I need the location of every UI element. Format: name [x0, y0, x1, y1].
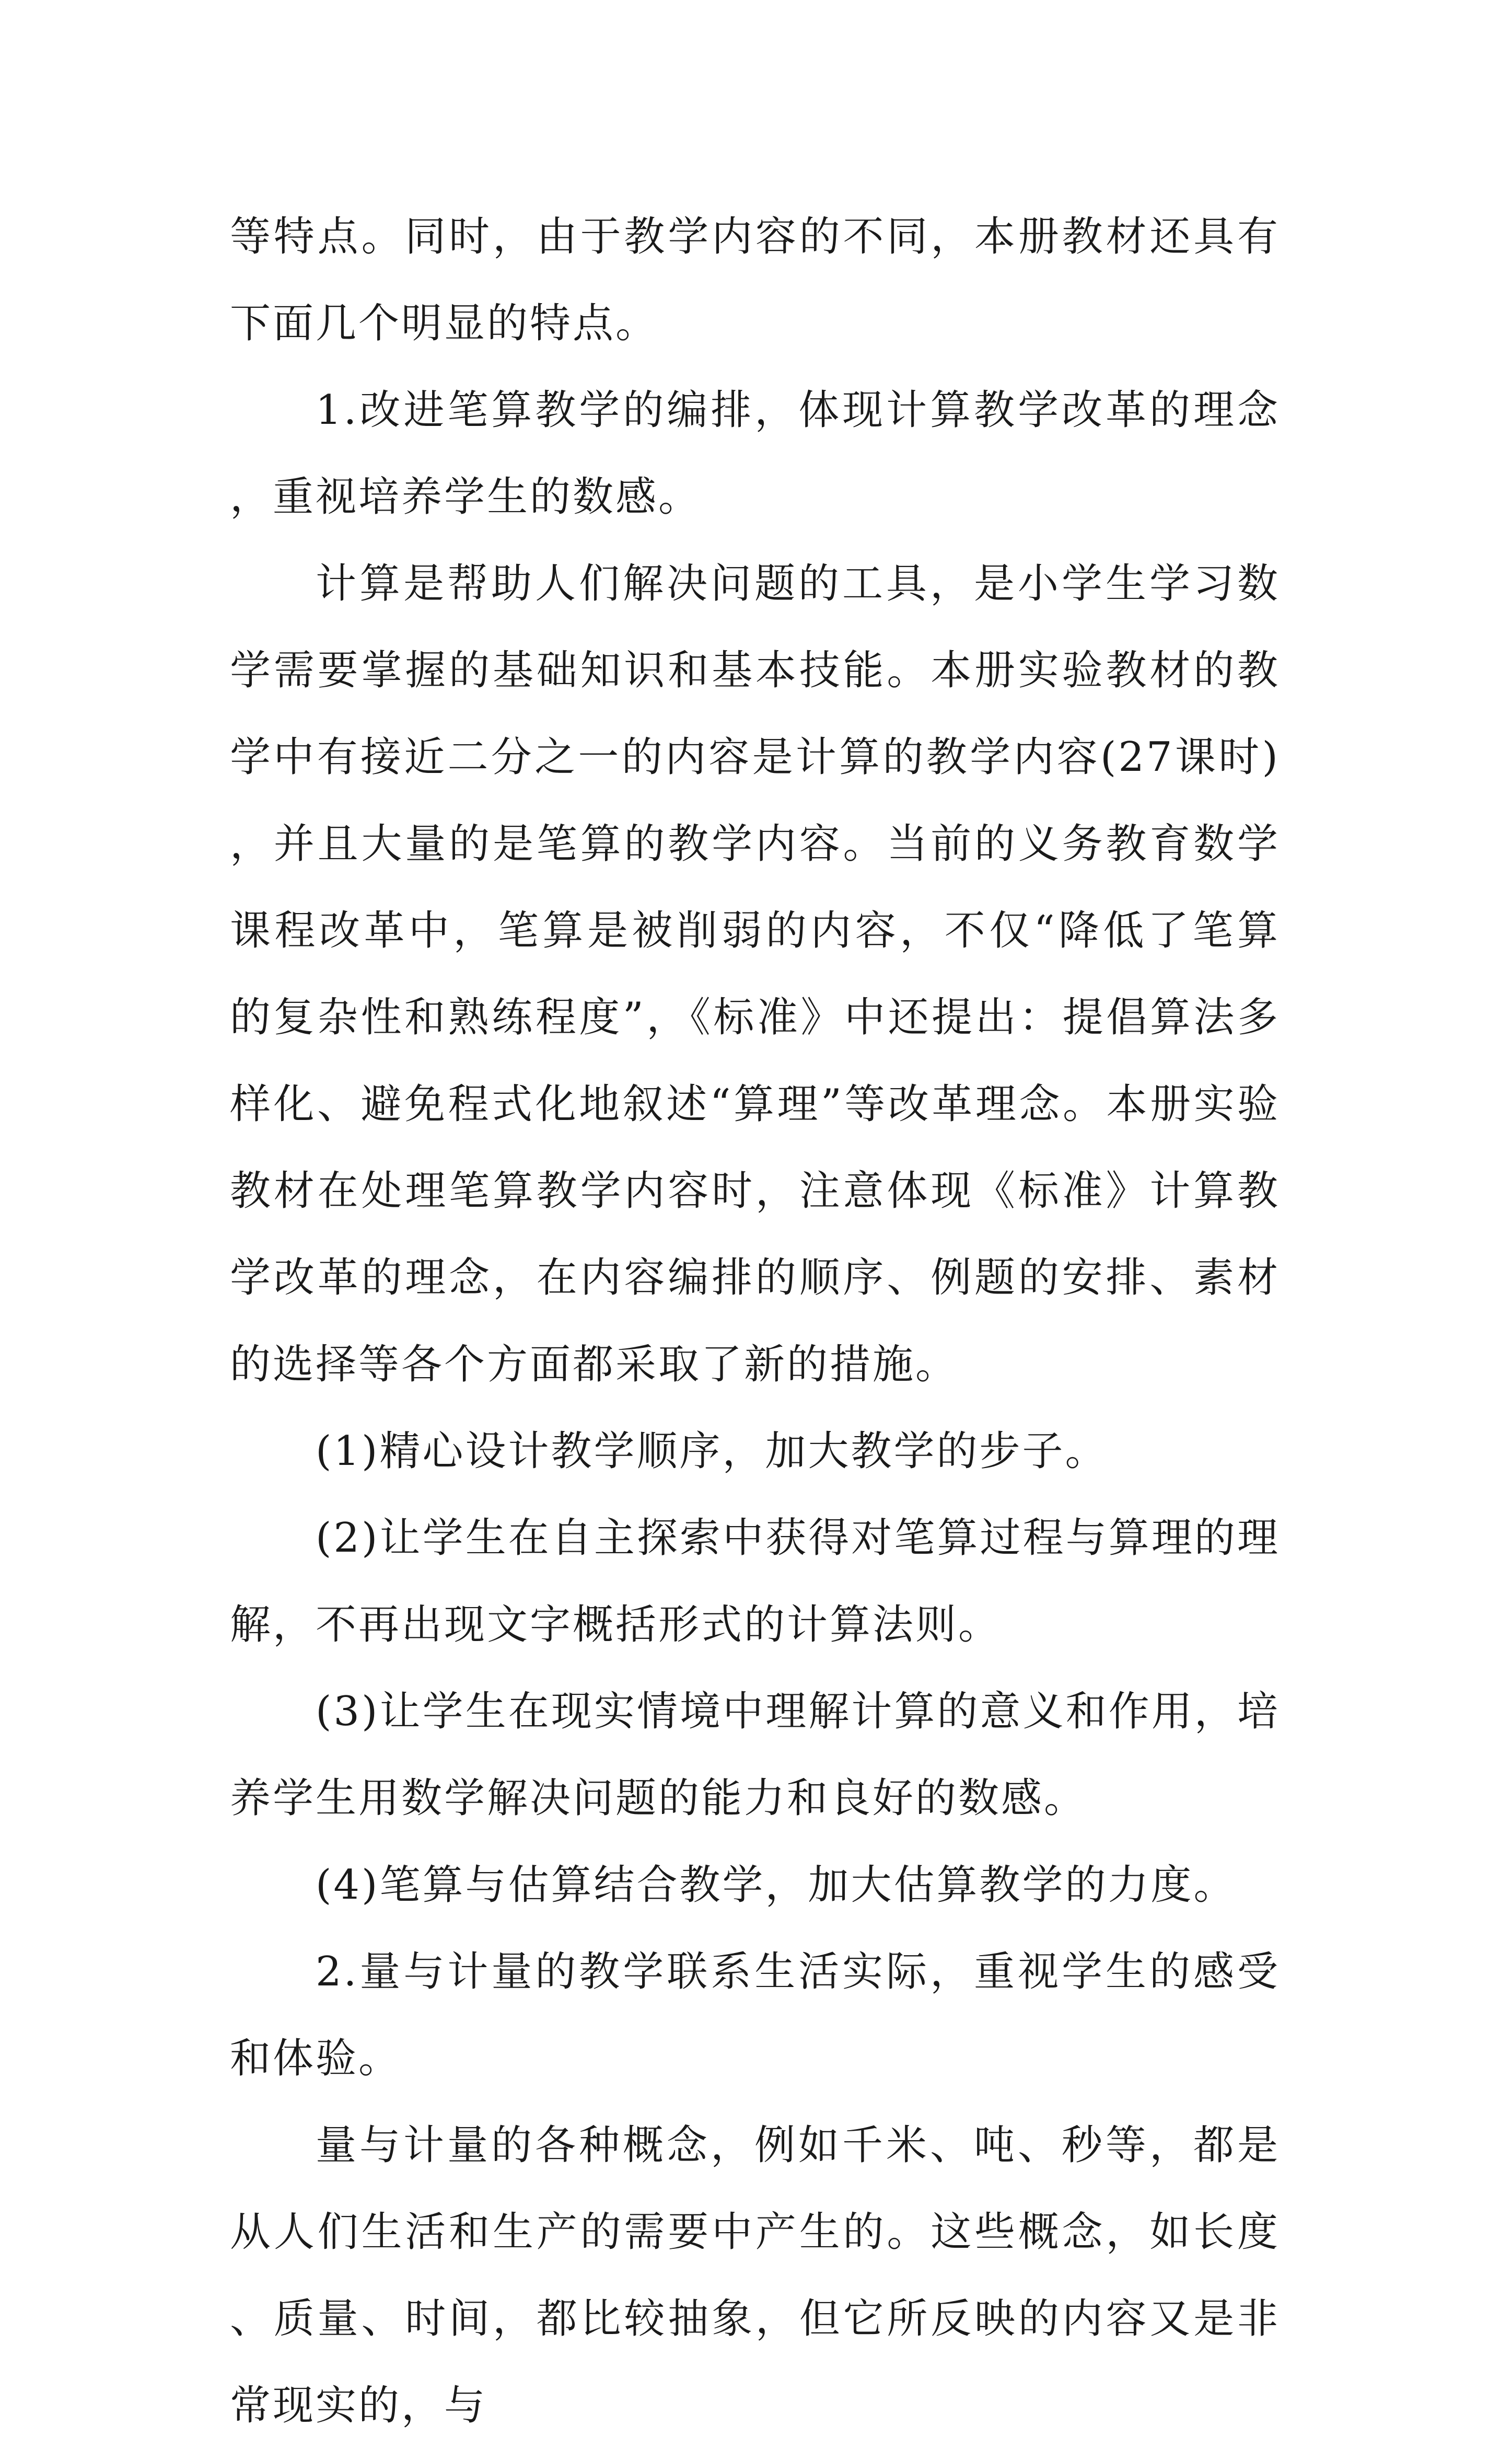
paragraph-measurement-concepts: 量与计量的各种概念，例如千米、吨、秒等，都是从人们生活和生产的需要中产生的。这些概念，如长度、质量、时间，都比较抽象，但它所反映的内容又是非常现实的，与 [230, 2122, 1280, 2429]
paragraph-measure-2: (2)让学生在自主探索中获得对笔算过程与算理的理解，不再出现文字概括形式的计算法则。 [230, 1515, 1280, 1648]
paragraph-calculation-overview: 计算是帮助人们解决问题的工具，是小学生学习数学需要掌握的基础知识和基本技能。本册实验教材的教学中有接近二分之一的内容是计算的教学内容(27课时)，并且大量的是笔算的教学内容。当前的义务教育数学课程改革中，笔算是被削弱的内容，不仅“降低了笔算的复杂性和熟练程度”，《标准》中还提出：提倡算法多样化、避免程式化地叙述“算理”等改革理念。本册实验教材在处理笔算教学内容时，注意体现《标准》计算教学改革的理念，在内容编排的顺序、例题的安排、素材的选择等各个方面都采取了新的措施。 [230, 560, 1280, 1388]
paragraph-intro-continuation: 等特点。同时，由于教学内容的不同，本册教材还具有下面几个明显的特点。 [230, 213, 1280, 347]
paragraph-section-1-heading: 1.改进笔算教学的编排，体现计算教学改革的理念，重视培养学生的数感。 [230, 387, 1280, 521]
paragraph-section-2-heading: 2.量与计量的教学联系生活实际，重视学生的感受和体验。 [230, 1948, 1280, 2082]
paragraph-measure-1: (1)精心设计教学顺序，加大教学的步子。 [316, 1428, 1108, 1475]
paragraph-measure-3: (3)让学生在现实情境中理解计算的意义和作用，培养学生用数学解决问题的能力和良好的数感。 [230, 1688, 1280, 1822]
paragraph-measure-4: (4)笔算与估算结合教学，加大估算教学的力度。 [316, 1862, 1237, 1909]
document-body [230, 193, 1280, 2449]
